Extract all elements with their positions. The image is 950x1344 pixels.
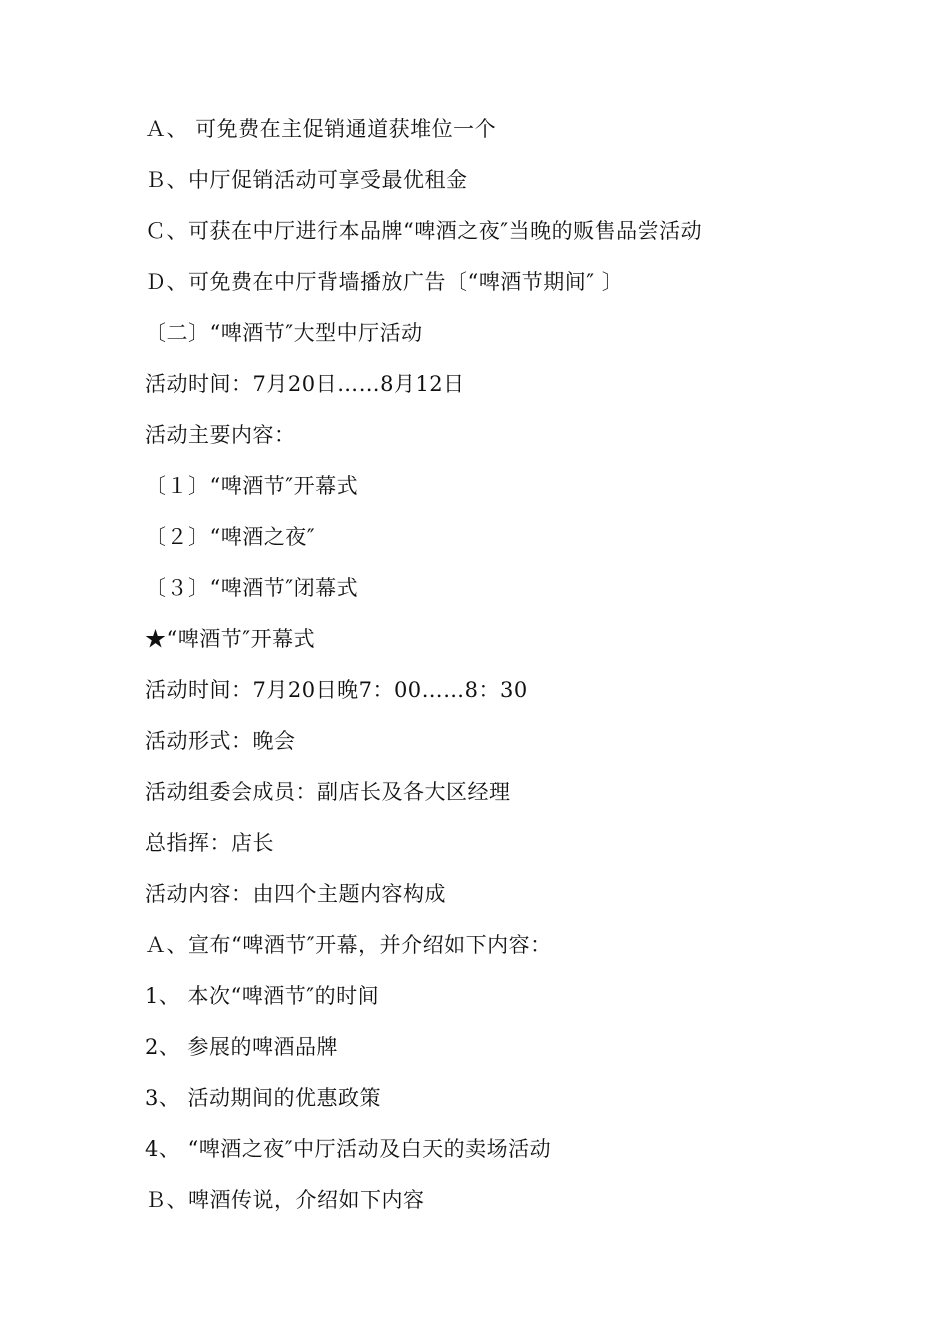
list-item: 4、 “啤酒之夜″中厅活动及白天的卖场活动 [145, 1137, 552, 1161]
text-line: Ｂ、啤酒传说，介绍如下内容 [145, 1188, 425, 1212]
list-item: 3、 活动期间的优惠政策 [145, 1086, 382, 1110]
text-line: Ａ、 可免费在主促销通道获堆位一个 [145, 117, 497, 141]
list-item: 〔２〕“啤酒之夜″ [145, 525, 316, 549]
star-heading: ★“啤酒节″开幕式 [145, 627, 316, 651]
text-line: Ｄ、可免费在中厅背墙播放广告〔“啤酒节期间″ 〕 [145, 270, 624, 294]
text-line: 活动时间：7月20日……8月12日 [145, 372, 465, 396]
list-item: 2、 参展的啤酒品牌 [145, 1035, 339, 1059]
text-line: 活动形式：晚会 [145, 729, 296, 753]
text-line: 活动组委会成员：副店长及各大区经理 [145, 780, 511, 804]
text-line: 活动主要内容： [145, 423, 296, 447]
text-line: 总指挥：店长 [145, 831, 274, 855]
text-line: 活动时间：7月20日晚7：00……8：30 [145, 678, 528, 702]
list-item: 1、 本次“啤酒节″的时间 [145, 984, 380, 1008]
text-line: Ｂ、中厅促销活动可享受最优租金 [145, 168, 468, 192]
text-line: 活动内容：由四个主题内容构成 [145, 882, 446, 906]
text-line: Ａ、宣布“啤酒节″开幕，并介绍如下内容： [145, 933, 552, 957]
list-item: 〔３〕“啤酒节″闭幕式 [145, 576, 359, 600]
list-item: 〔１〕“啤酒节″开幕式 [145, 474, 359, 498]
text-line: Ｃ、可获在中厅进行本品牌“啤酒之夜″当晚的贩售品尝活动 [145, 219, 703, 243]
section-heading: 〔二〕“啤酒节″大型中厅活动 [145, 321, 423, 345]
